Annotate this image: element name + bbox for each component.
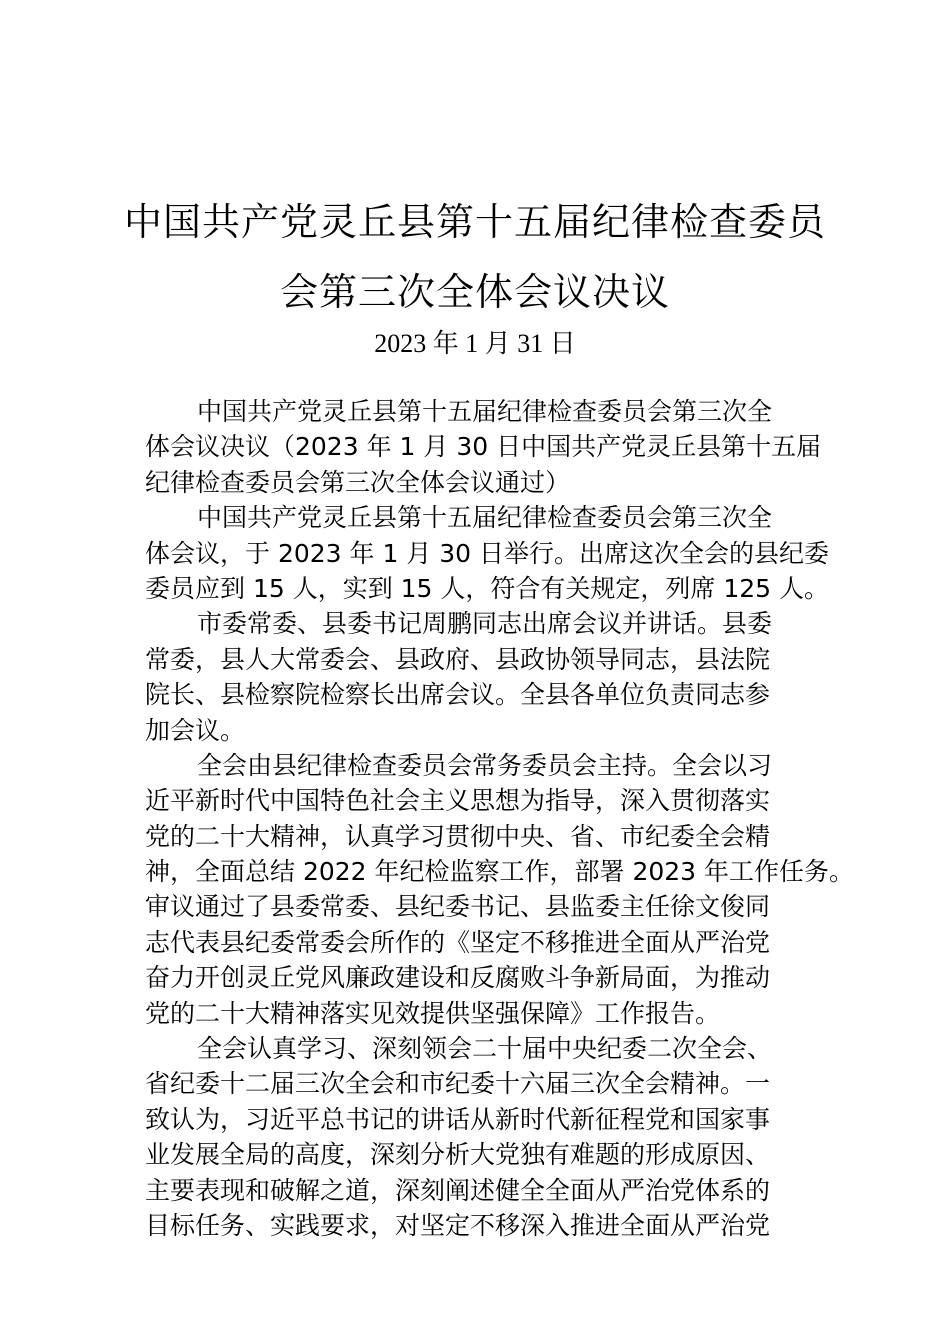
document-title-line-1: 中国共产党灵丘县第十五届纪律检查委员 xyxy=(123,200,826,244)
document-body xyxy=(145,394,855,1243)
body-line: 审议通过了县委常委、县纪委书记、县监委主任徐文俊同 xyxy=(145,892,771,922)
body-line: 院长、县检察院检察长出席会议。全县各单位负责同志参 xyxy=(145,680,771,710)
body-line: 党的二十大精神，认真学习贯彻中央、省、市纪委全会精 xyxy=(145,821,771,851)
body-line: 委员应到 15 人，实到 15 人，符合有关规定，列席 125 人。 xyxy=(145,573,830,603)
body-line: 业发展全局的高度，深刻分析大党独有难题的形成原因、 xyxy=(145,1140,771,1170)
body-line: 常委，县人大常委会、县政府、县政协领导同志，县法院 xyxy=(145,644,771,674)
body-line: 志代表县纪委常委会所作的《坚定不移推进全面从严治党 xyxy=(145,927,771,957)
body-line: 全会认真学习、深刻领会二十届中央纪委二次全会、 xyxy=(197,1034,773,1064)
body-line: 纪律检查委员会第三次全体会议通过） xyxy=(145,467,571,497)
body-line: 党的二十大精神落实见效提供坚强保障》工作报告。 xyxy=(145,998,721,1028)
body-line: 中国共产党灵丘县第十五届纪律检查委员会第三次全 xyxy=(197,397,773,426)
body-line: 省纪委十二届三次全会和市纪委十六届三次全会精神。一 xyxy=(145,1069,771,1099)
document-title-line-2: 会第三次全体会议决议 xyxy=(279,270,670,314)
body-line: 市委常委、县委书记周鹏同志出席会议并讲话。县委 xyxy=(197,609,773,639)
body-line: 神，全面总结 2022 年纪检监察工作，部署 2023 年工作任务。 xyxy=(145,857,855,887)
body-line: 体会议，于 2023 年 1 月 30 日举行。出席这次全会的县纪委 xyxy=(145,538,830,568)
body-line: 中国共产党灵丘县第十五届纪律检查委员会第三次全 xyxy=(197,503,773,533)
body-line: 主要表现和破解之道，深刻阐述健全全面从严治党体系的 xyxy=(145,1175,771,1205)
body-line: 致认为，习近平总书记的讲话从新时代新征程党和国家事 xyxy=(145,1104,771,1134)
body-line: 加会议。 xyxy=(145,715,246,745)
document-date: 2023 年 1 月 31 日 xyxy=(374,329,576,358)
body-line: 全会由县纪律检查委员会常务委员会主持。全会以习 xyxy=(197,750,773,780)
body-line: 近平新时代中国特色社会主义思想为指导，深入贯彻落实 xyxy=(145,786,771,816)
body-line: 体会议决议（2023 年 1 月 30 日中国共产党灵丘县第十五届 xyxy=(145,432,822,462)
body-line: 奋力开创灵丘党风廉政建设和反腐败斗争新局面，为推动 xyxy=(145,963,771,993)
body-line: 目标任务、实践要求，对坚定不移深入推进全面从严治党 xyxy=(145,1210,771,1240)
